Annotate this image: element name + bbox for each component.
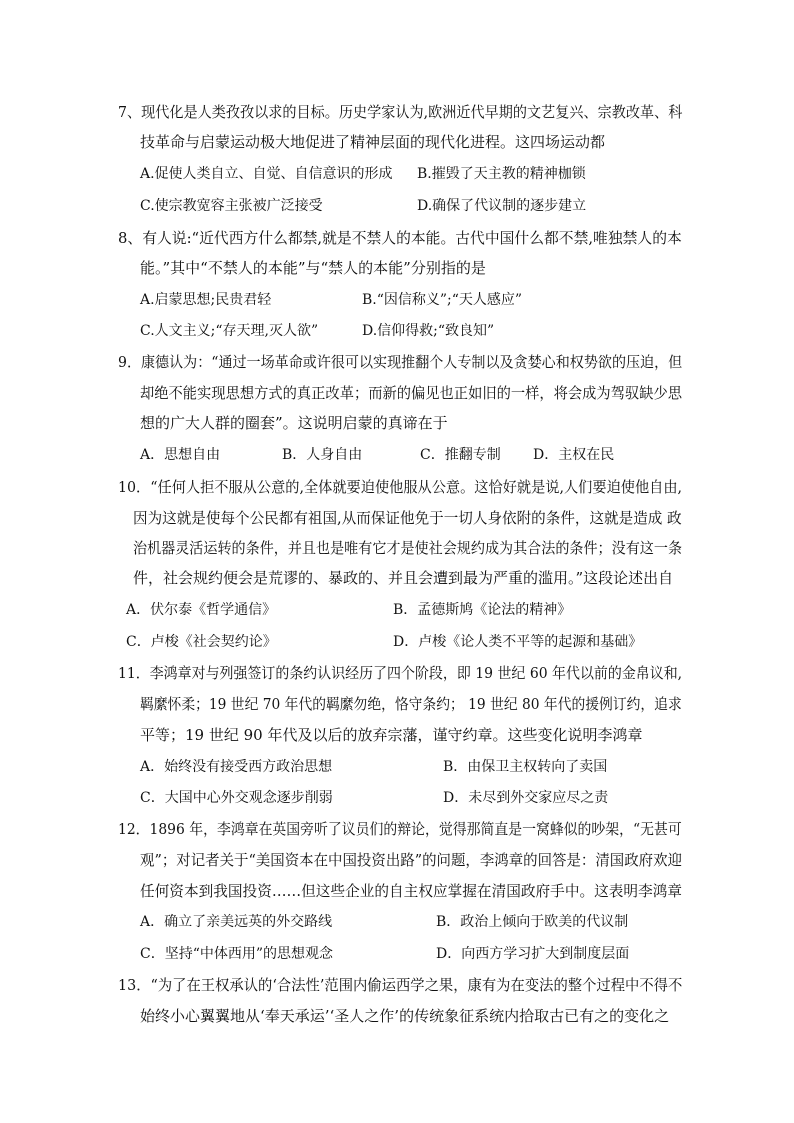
question-11-line-2: 羁縻怀柔；19 世纪 70 年代的羁縻勿绝，恪守条约； 19 世纪 80 年代的援例订约，追求 bbox=[140, 695, 682, 713]
question-10-option-b: B．孟德斯鸠《论法的精神》 bbox=[393, 602, 572, 618]
question-12-option-b: B．政治上倾向于欧美的代议制 bbox=[436, 914, 629, 930]
question-10-option-a: A．伏尔泰《哲学通信》 bbox=[126, 602, 277, 618]
question-9-line-3: 想的广大人群的圈套”。这说明启蒙的真谛在于 bbox=[140, 414, 448, 432]
question-9-option-a: A．思想自由 bbox=[140, 447, 221, 463]
question-9-option-d: D．主权在民 bbox=[533, 447, 615, 463]
question-10-line-2: 因为这就是使每个公民都有祖国,从而保证他免于一切人身依附的条件，这就是造成 政 bbox=[133, 509, 682, 527]
question-9-line-1: 9．康德认为：“通过一场革命或许很可以实现推翻个人专制以及贪婪心和权势欲的压迫，但 bbox=[118, 353, 683, 371]
question-8-line-1: 8、有人说:“近代西方什么都禁,就是不禁人的本能。古代中国什么都不禁,唯独禁人的本 bbox=[118, 229, 682, 247]
question-11-option-b: B．由保卫主权转向了卖国 bbox=[443, 759, 608, 775]
question-10-line-4: 件，社会规约便会是荒谬的、暴政的、并且会遭到最为严重的滥用。”这段论述出自 bbox=[133, 569, 674, 587]
question-8-option-c: C.人文主义;“存天理,灭人欲” bbox=[140, 323, 319, 339]
question-9-option-b: B．人身自由 bbox=[282, 447, 363, 463]
question-11-line-3: 平等；19 世纪 90 年代及以后的放弃宗藩，谨守约章。这些变化说明李鸿章 bbox=[140, 726, 643, 744]
question-10-option-c: C．卢梭《社会契约论》 bbox=[126, 634, 277, 650]
question-12-option-d: D．向西方学习扩大到制度层面 bbox=[436, 946, 630, 962]
question-11-option-c: C．大国中心外交观念逐步削弱 bbox=[140, 790, 333, 806]
question-7-option-c: C.使宗教宽容主张被广泛接受 bbox=[140, 198, 323, 214]
question-12-line-3: 任何资本到我国投资……但这些企业的自主权应掌握在清国政府手中。这表明李鸿章 bbox=[140, 882, 683, 900]
question-12-option-a: A．确立了亲美远英的外交路线 bbox=[140, 914, 333, 930]
question-9-option-c: C．推翻专制 bbox=[420, 447, 501, 463]
question-12-option-c: C．坚持“中体西用”的思想观念 bbox=[140, 946, 334, 962]
question-10-option-d: D．卢梭《论人类不平等的起源和基础》 bbox=[393, 634, 643, 650]
question-7-line-2: 技革命与启蒙运动极大地促进了精神层面的现代化进程。这四场运动都 bbox=[140, 133, 606, 151]
question-12-line-1: 12．1896 年，李鸿章在英国旁听了议员们的辩论，觉得那简直是一窝蜂似的吵架，“无甚可 bbox=[118, 820, 682, 838]
question-7-option-d: D.确保了代议制的逐步建立 bbox=[417, 198, 587, 214]
question-10-line-1: 10．“任何人拒不服从公意的,全体就要迫使他服从公意。这恰好就是说,人们要迫使他自由, bbox=[118, 478, 683, 496]
question-13-line-1: 13．“为了在王权承认的‘合法性’范围内偷运西学之果，康有为在变法的整个过程中不得不 bbox=[118, 976, 683, 994]
question-12-line-2: 观”；对记者关于“美国资本在中国投资出路”的问题，李鸿章的回答是：清国政府欢迎 bbox=[140, 851, 683, 869]
question-13-line-2: 始终小心翼翼地从‘奉天承运’‘圣人之作’的传统象征系统内拾取古已有之的变化之 bbox=[140, 1007, 670, 1025]
question-7-line-1: 7、现代化是人类孜孜以求的目标。历史学家认为,欧洲近代早期的文艺复兴、宗教改革、科 bbox=[118, 103, 683, 121]
question-8-line-2: 能。”其中“不禁人的本能”与“禁人的本能”分别指的是 bbox=[140, 259, 486, 277]
question-8-option-d: D.信仰得救;“致良知” bbox=[362, 323, 495, 339]
question-11-option-d: D．未尽到外交家应尽之责 bbox=[443, 790, 609, 806]
question-7-option-b: B.摧毁了天主教的精神枷锁 bbox=[417, 166, 586, 182]
question-11-line-1: 11．李鸿章对与列强签订的条约认识经历了四个阶段，即 19 世纪 60 年代以前的金帛议和, bbox=[118, 664, 683, 682]
question-8-option-a: A.启蒙思想;民贵君轻 bbox=[140, 292, 272, 308]
question-7-option-a: A.促使人类自立、自觉、自信意识的形成 bbox=[140, 166, 393, 182]
question-8-option-b: B.“因信称义”;“天人感应” bbox=[362, 292, 523, 308]
question-9-line-2: 却绝不能实现思想方式的真正改革；而新的偏见也正如旧的一样，将会成为驾驭缺少思 bbox=[140, 384, 683, 402]
question-11-option-a: A．始终没有接受西方政治思想 bbox=[140, 759, 333, 775]
question-10-line-3: 治机器灵活运转的条件，并且也是唯有它才是使社会规约成为其合法的条件；没有这一条 bbox=[133, 539, 683, 557]
